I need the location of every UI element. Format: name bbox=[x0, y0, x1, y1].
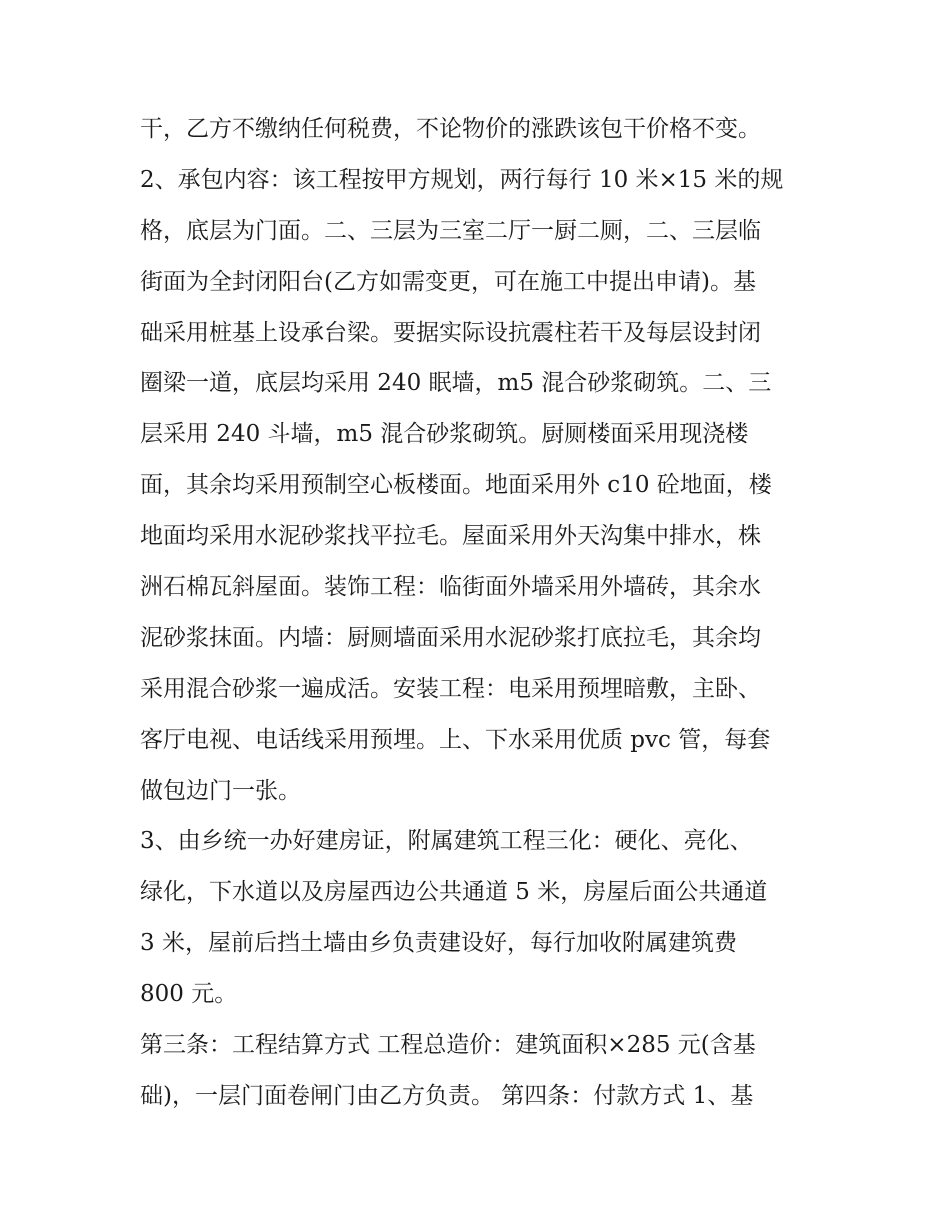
text-line-18: 800 元。 bbox=[140, 981, 238, 1008]
text-line-7: 层采用 240 斗墙，m5 混合砂浆砌筑。厨厕楼面采用现浇楼 bbox=[140, 421, 749, 448]
text-line-17: 3 米，屋前后挡土墙由乡负责建设好，每行加收附属建筑费 bbox=[140, 930, 737, 957]
text-line-3: 格，底层为门面。二、三层为三室二厅一厨二厕，二、三层临 bbox=[140, 217, 761, 244]
text-line-16: 绿化，下水道以及房屋西边公共通道 5 米，房屋后面公共通道 bbox=[140, 879, 768, 906]
text-line-19: 第三条：工程结算方式 工程总造价：建筑面积×285 元(含基 bbox=[140, 1032, 756, 1059]
text-line-1: 干，乙方不缴纳任何税费，不论物价的涨跌该包干价格不变。 bbox=[140, 116, 761, 142]
text-line-4: 街面为全封闭阳台(乙方如需变更，可在施工中提出申请)。基 bbox=[140, 268, 756, 295]
contract-text bbox=[140, 104, 820, 1122]
text-line-9: 地面均采用水泥砂浆找平拉毛。屋面采用外天沟集中排水，株 bbox=[140, 523, 761, 550]
text-line-12: 采用混合砂浆一遍成活。安装工程：电采用预埋暗敷，主卧、 bbox=[140, 675, 761, 702]
text-line-2: 2、承包内容：该工程按甲方规划，两行每行 10 米×15 米的规 bbox=[140, 166, 784, 193]
text-line-8: 面，其余均采用预制空心板楼面。地面采用外 c10 砼地面，楼 bbox=[140, 472, 772, 499]
text-line-15: 3、由乡统一办好建房证，附属建筑工程三化：硬化、亮化、 bbox=[140, 828, 753, 855]
text-line-6: 圈梁一道，底层均采用 240 眠墙，m5 混合砂浆砌筑。二、三 bbox=[140, 370, 772, 397]
text-line-5: 础采用桩基上设承台梁。要据实际设抗震柱若干及每层设封闭 bbox=[140, 319, 761, 346]
text-line-11: 泥砂浆抹面。内墙：厨厕墙面采用水泥砂浆打底拉毛，其余均 bbox=[140, 624, 761, 651]
text-line-14: 做包边门一张。 bbox=[140, 777, 301, 804]
text-line-10: 洲石棉瓦斜屋面。装饰工程：临街面外墙采用外墙砖，其余水 bbox=[140, 574, 761, 601]
text-line-13: 客厅电视、电话线采用预埋。上、下水采用优质 pvc 管，每套 bbox=[140, 726, 771, 753]
text-line-20: 础)，一层门面卷闸门由乙方负责。 第四条：付款方式 1、基 bbox=[140, 1082, 754, 1109]
